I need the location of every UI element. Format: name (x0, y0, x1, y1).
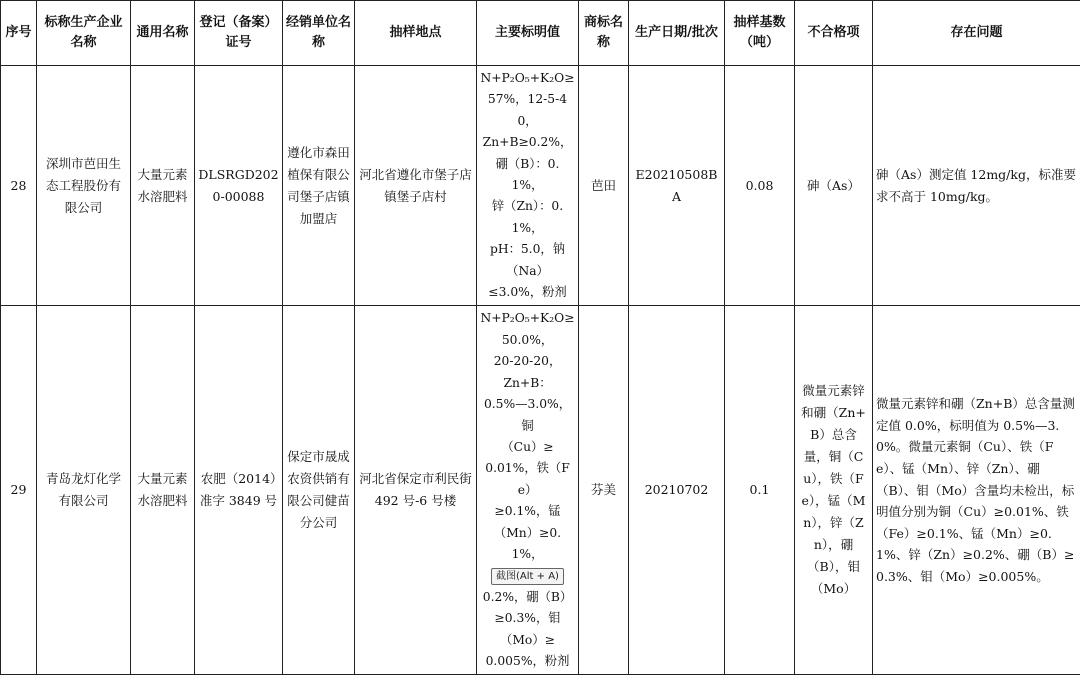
screenshot-shortcut-tooltip[interactable]: 截图(Alt + A) (491, 568, 564, 585)
header-spec: 主要标明值 (477, 1, 579, 66)
cell-reg: 农肥（2014）准字 3849 号 (195, 306, 283, 675)
cell-fail: 砷（As） (795, 66, 873, 306)
cell-producer: 青岛龙灯化学有限公司 (37, 306, 131, 675)
cell-base: 0.08 (725, 66, 795, 306)
cell-base: 0.1 (725, 306, 795, 675)
table-row (1, 306, 1080, 675)
cell-spec (477, 306, 579, 675)
header-base: 抽样基数（吨） (725, 1, 795, 66)
cell-seq: 28 (1, 66, 37, 306)
header-row (1, 1, 1080, 66)
cell-name: 大量元素水溶肥料 (131, 306, 195, 675)
header-issue: 存在问题 (873, 1, 1080, 66)
header-reg: 登记（备案）证号 (195, 1, 283, 66)
header-fail: 不合格项 (795, 1, 873, 66)
cell-brand: 芭田 (579, 66, 629, 306)
spec-line: N+P₂O₅+K₂O≥ (480, 68, 575, 89)
cell-location: 河北省保定市利民街 492 号-6 号楼 (355, 306, 477, 675)
spec-line: （Mn）≥0.1%， (480, 523, 575, 566)
cell-reg: DLSRGD2020-00088 (195, 66, 283, 306)
spec-line: ≥0.3%，钼 (480, 608, 575, 629)
header-name: 通用名称 (131, 1, 195, 66)
spec-line: 硼（B）：0.1%， (480, 154, 575, 197)
cell-issue: 砷（As）测定值 12mg/kg，标准要求不高于 10mg/kg。 (873, 66, 1080, 306)
cell-dealer: 遵化市森田植保有限公司堡子店镇加盟店 (283, 66, 355, 306)
cell-producer: 深圳市芭田生态工程股份有限公司 (37, 66, 131, 306)
cell-fail: 微量元素锌和硼（Zn+B）总含量，铜（Cu），铁（Fe），锰（Mn），锌（Zn），硼（B），钼（Mo） (795, 306, 873, 675)
header-date: 生产日期/批次 (629, 1, 725, 66)
spec-line: 0.005%，粉剂 (480, 651, 575, 672)
cell-name: 大量元素水溶肥料 (131, 66, 195, 306)
spec-line: pH：5.0，钠（Na） (480, 239, 575, 282)
header-location: 抽样地点 (355, 1, 477, 66)
spec-line: 0.5%—3.0%，铜 (480, 394, 575, 437)
header-producer: 标称生产企业名称 (37, 1, 131, 66)
spec-line: Zn+B： (480, 373, 575, 394)
spec-line: 57%，12-5-40， (480, 89, 575, 132)
spec-line: 锌（Zn）：0.1%， (480, 196, 575, 239)
cell-brand: 芬美 (579, 306, 629, 675)
spec-line: 0.01%，铁（Fe） (480, 458, 575, 501)
cell-date: 20210702 (629, 306, 725, 675)
spec-line: 0.2%，硼（B） (480, 587, 575, 608)
header-seq: 序号 (1, 1, 37, 66)
spec-line: 50.0%， (480, 330, 575, 351)
header-dealer: 经销单位名称 (283, 1, 355, 66)
spec-line: ≥0.1%，锰 (480, 501, 575, 522)
spec-line: （Mo）≥ (480, 630, 575, 651)
cell-dealer: 保定市晟成农资供销有限公司健苗分公司 (283, 306, 355, 675)
spec-line: Zn+B≥0.2%， (480, 132, 575, 153)
table-row (1, 66, 1080, 306)
header-brand: 商标名称 (579, 1, 629, 66)
spec-line: 20-20-20， (480, 351, 575, 372)
cell-spec (477, 66, 579, 306)
spec-line: ≤3.0%，粉剂 (480, 282, 575, 303)
cell-seq: 29 (1, 306, 37, 675)
spec-line: N+P₂O₅+K₂O≥ (480, 308, 575, 329)
cell-date: E20210508BA (629, 66, 725, 306)
cell-location: 河北省遵化市堡子店镇堡子店村 (355, 66, 477, 306)
cell-issue: 微量元素锌和硼（Zn+B）总含量测定值 0.0%，标明值为 0.5%—3.0%。微量元素铜（Cu）、铁（Fe）、锰（Mn）、锌（Zn）、硼（B）、钼（Mo）含量均未检出，标明值分别为铜（Cu）≥0.01%、铁（Fe）≥0.1%、锰（Mn）≥0.1%、锌（Zn）≥0.2%、硼（B）≥0.3%、钼（Mo）≥0.005%。 (873, 306, 1080, 675)
spec-line: （Cu）≥ (480, 437, 575, 458)
